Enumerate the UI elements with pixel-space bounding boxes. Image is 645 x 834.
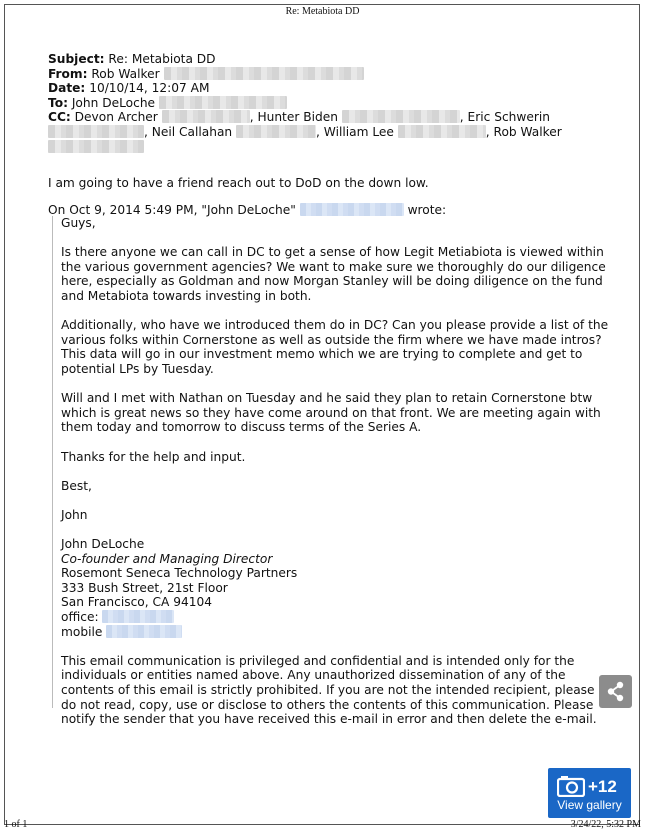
redaction-block bbox=[48, 125, 144, 138]
cc-devon-archer: Devon Archer bbox=[74, 110, 158, 125]
date-line bbox=[48, 81, 608, 96]
cc-rob-walker: Rob Walker bbox=[493, 124, 562, 139]
mobile-label: mobile bbox=[61, 624, 103, 639]
gallery-top-row bbox=[548, 773, 631, 797]
cc-label: CC: bbox=[48, 110, 71, 125]
redaction-block bbox=[102, 610, 174, 623]
disclaimer: This email communication is privileged and confidential and is intended only for the individuals or entities named above. Any unauthorized dissemination of any of the contents of this email is strictly prohibited. If you are not the intended recipient, please do not read, copy, use or disclose to others the contents of this communication. Please notify the sender that you have received this e-mail in error and then delete the e-mail. bbox=[61, 653, 597, 727]
separator: , bbox=[316, 124, 320, 139]
office-label: office: bbox=[61, 610, 99, 625]
print-timestamp: 3/24/22, 5:32 PM bbox=[570, 819, 641, 830]
quoted-message bbox=[52, 216, 612, 727]
email-signature bbox=[61, 537, 612, 639]
from-value: Rob Walker bbox=[91, 66, 160, 81]
to-line bbox=[48, 96, 608, 111]
reply-body bbox=[48, 176, 618, 217]
redaction-block bbox=[48, 140, 144, 153]
quoted-paragraph-3: Will and I met with Nathan on Tuesday and he said they plan to retain Cornerstone btw which is great news so they have come around on that front. We are meeting again with them today and tomorrow to discuss terms of the Series A. bbox=[61, 391, 601, 435]
camera-icon bbox=[557, 775, 585, 797]
quoted-name: John bbox=[61, 507, 88, 522]
signature-address-1: 333 Bush Street, 21st Floor bbox=[61, 580, 228, 595]
quote-attribution-prefix: On Oct 9, 2014 5:49 PM, "John DeLoche" bbox=[48, 202, 296, 217]
redaction-block bbox=[236, 125, 316, 138]
redaction-block bbox=[162, 110, 250, 123]
share-button[interactable] bbox=[599, 675, 632, 708]
cc-eric-schwerin: Eric Schwerin bbox=[467, 110, 550, 125]
subject-label: Subject: bbox=[48, 52, 105, 66]
quoted-paragraph-1: Is there anyone we can call in DC to get a sense of how Legit Metiabiota is viewed within the various government agencies? We want to make sure we thoroughly do our diligence here, especially as Goldman and now Morgan Stanley will be doing diligence on the fund and Metabiota towards investing in both. bbox=[61, 245, 606, 303]
redaction-block bbox=[164, 67, 364, 80]
to-label: To: bbox=[48, 95, 68, 110]
separator: , bbox=[249, 110, 254, 125]
quoted-closing: Best, bbox=[61, 478, 92, 493]
print-header-title: Re: Metabiota DD bbox=[285, 6, 360, 17]
cc-hunter-biden: Hunter Biden bbox=[257, 110, 338, 125]
signature-office-line bbox=[61, 610, 612, 625]
email-headers bbox=[48, 52, 608, 154]
quoted-paragraph-4: Thanks for the help and input. bbox=[61, 449, 246, 464]
separator: , bbox=[485, 124, 490, 139]
from-line bbox=[48, 67, 608, 82]
share-icon bbox=[599, 675, 632, 708]
cc-line bbox=[48, 110, 608, 125]
subject-value: Re: Metabiota DD bbox=[108, 52, 216, 66]
to-value: John DeLoche bbox=[71, 95, 156, 110]
separator: , bbox=[459, 110, 464, 125]
quote-attribution bbox=[48, 203, 618, 218]
redaction-block bbox=[300, 203, 404, 216]
redaction-block bbox=[398, 125, 486, 138]
cc-line-continued-2 bbox=[48, 140, 608, 155]
view-gallery-button[interactable] bbox=[548, 768, 631, 818]
signature-address-2: San Francisco, CA 94104 bbox=[61, 595, 212, 610]
separator: , bbox=[144, 124, 148, 139]
cc-neil-callahan: Neil Callahan bbox=[151, 124, 233, 139]
redaction-block bbox=[106, 625, 182, 638]
gallery-count: +12 bbox=[588, 777, 617, 796]
signature-company: Rosemont Seneca Technology Partners bbox=[61, 566, 298, 581]
redaction-block bbox=[159, 96, 287, 109]
reply-text: I am going to have a friend reach out to DoD on the down low. bbox=[48, 176, 429, 190]
date-value: 10/10/14, 12:07 AM bbox=[89, 81, 210, 96]
redaction-block bbox=[342, 110, 460, 123]
quoted-greeting: Guys, bbox=[61, 216, 96, 230]
signature-mobile-line bbox=[61, 625, 612, 640]
from-label: From: bbox=[48, 66, 88, 81]
signature-name: John DeLoche bbox=[61, 537, 145, 552]
date-label: Date: bbox=[48, 81, 86, 96]
subject-line bbox=[48, 52, 608, 67]
quoted-paragraph-2: Additionally, who have we introduced them do in DC? Can you please provide a list of the various folks within Cornerstone as well as outside the firm where we have made intros? This data will go in our investment memo which we are trying to complete and get to potential LPs by Tuesday. bbox=[61, 318, 609, 376]
gallery-label: View gallery bbox=[557, 798, 622, 812]
page-number: 1 of 1 bbox=[4, 819, 28, 830]
signature-title: Co-founder and Managing Director bbox=[61, 551, 273, 566]
cc-line-continued bbox=[48, 125, 608, 140]
quote-attribution-suffix: wrote: bbox=[407, 202, 447, 217]
cc-william-lee: William Lee bbox=[323, 124, 394, 139]
